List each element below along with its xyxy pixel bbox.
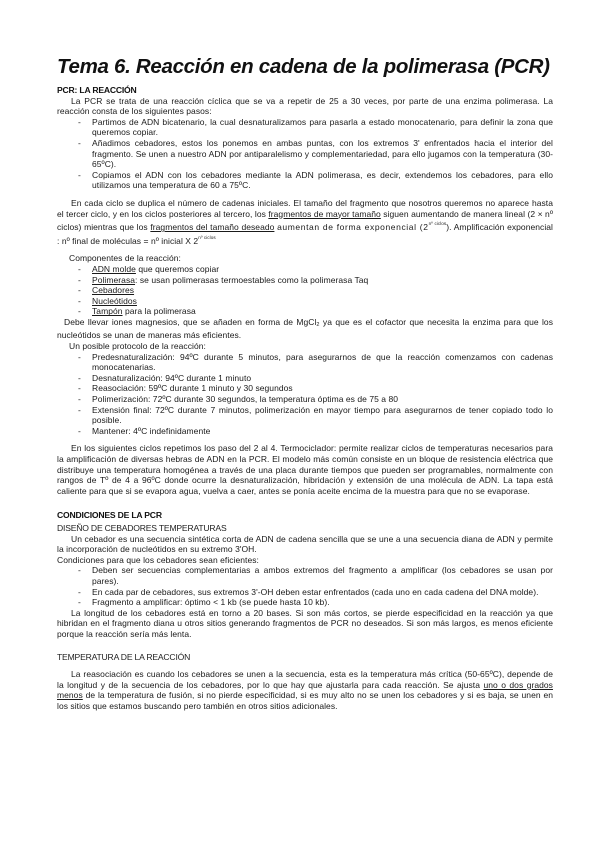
underlined-text: Tampón bbox=[92, 306, 123, 317]
protocol-list bbox=[57, 352, 553, 437]
subscript: 2 bbox=[316, 321, 320, 328]
text-run: La reasociación es cuando los cebadores se unen a la secuencia, esta es la temperatura más crítica (50-65ºC), depende de la longitud y de la secuencia de los cebadores, por lo que hay que ajustarla para cada reacción. Se ajusta bbox=[57, 669, 553, 690]
list-item: - Deben ser secuencias complementarias a ambos extremos del fragmento a amplificar (los cebadores se usan por pares). bbox=[57, 565, 553, 586]
text-run: Debe llevar iones magnesios, que se añaden en forma de MgCl bbox=[64, 316, 317, 327]
document-body bbox=[57, 85, 553, 711]
paragraph-intro: La PCR se trata de una reacción cíclica que se va a repetir de 25 a 30 veces, por parte de una enzima polimerasa. La reacción consta de los siguientes pasos: bbox=[57, 95, 553, 117]
underlined-text: Nucleótidos bbox=[92, 295, 137, 306]
superscript: nº ciclos bbox=[198, 234, 216, 240]
text-run: ). Amplificación exponencial : nº final de moléculas = nº inicial X 2 bbox=[57, 222, 553, 246]
protocol-title: Un posible protocolo de la reacción: bbox=[69, 341, 206, 352]
text-run: aumentan de forma exponencial (2 bbox=[277, 222, 429, 233]
section-heading-reaction: PCR: LA REACCIÓN bbox=[57, 85, 137, 95]
list-item bbox=[57, 275, 553, 286]
paragraph-magnesium bbox=[57, 317, 553, 341]
underlined-text: ADN molde bbox=[92, 263, 136, 274]
list-item bbox=[57, 296, 553, 307]
text-run: ya que es el cofactor que necesita la enzima para que los nucleótidos se unan de maneras más eficientes. bbox=[57, 316, 553, 341]
list-item: - Partimos de ADN bicatenario, la cual desnaturalizamos para pasarla a estado monocatenario, para definir la zona que queremos copiar. bbox=[57, 117, 553, 138]
reaction-steps-list bbox=[57, 117, 553, 191]
conditions-list bbox=[57, 565, 553, 607]
text-run: para la polimerasa bbox=[122, 306, 196, 317]
list-item bbox=[57, 306, 553, 317]
list-item: - Predesnaturalización: 94ºC durante 5 minutos, para asegurarnos de que la reacción comenzamos con cadenas monocatenarias. bbox=[57, 352, 553, 373]
list-item: - En cada par de cebadores, sus extremos 3'-OH deben estar enfrentados (cada uno en cada cadena del DNA molde). bbox=[57, 587, 553, 598]
page-title: Tema 6. Reacción en cadena de la polimerasa (PCR) bbox=[57, 55, 550, 78]
list-item: - Fragmento a amplificar: óptimo < 1 kb (se puede hasta 10 kb). bbox=[57, 597, 553, 608]
conditions-title: Condiciones para que los cebadores sean eficientes: bbox=[57, 554, 259, 565]
paragraph-thermocycler: En los siguientes ciclos repetimos los paso del 2 al 4. Termociclador: permite realizar ciclos de temperaturas necesarios para la amplificación de diversas hebras de ADN en la PCR. El modelo más común consiste en un bloque de resistencia eléctrica que distribuye una temperatura homogénea a través de una placa durante tiempos que pueden ser programables, normalmente con rangos de Tº de 4 a 96ºC donde ocurre la desnaturalización, hibridación y extensión de una molécula de ADN. La tapa está caliente para que si se evapora agua, vuelva a caer, antes se ponía aceite encima de la muestra para que no se evaporase. bbox=[57, 443, 553, 496]
text-run: : se usan polimerasas termoestables como la polimerasa Taq bbox=[135, 274, 369, 285]
paragraph-primer-length: La longitud de los cebadores está en torno a 20 bases. Si son más cortos, se pierde especificidad en la reacción ya que hibridan en el fragmento diana u otros sitios generando fragmentos de PCR no deseados. Si son más largos, es menos eficiente porque la reacción sería más lenta. bbox=[57, 607, 553, 639]
underlined-text: fragmentos de mayor tamaño bbox=[268, 208, 381, 219]
list-item: - Añadimos cebadores, estos los ponemos en ambas puntas, con los extremos 3' enfrentados hacia el interior del fragmento. Se unen a nuestro ADN por antiparalelismo y complementariedad, para ello jugamos con la temperatura (30-65ºC). bbox=[57, 138, 553, 170]
list-item: - Mantener: 4ºC indefinidamente bbox=[57, 426, 553, 437]
list-item: - Desnaturalización: 94ºC durante 1 minuto bbox=[57, 373, 553, 384]
underlined-text: uno o dos grados menos bbox=[57, 679, 553, 701]
list-item: - Extensión final: 72ºC durante 7 minutos, polimerización en mayor tiempo para asegurarnos de tener copiado todo lo posible. bbox=[57, 405, 553, 426]
list-item: - Reasociación: 59ºC durante 1 minuto y 30 segundos bbox=[57, 383, 553, 394]
subheading-reaction-temperature: TEMPERATURA DE LA REACCIÓN bbox=[57, 651, 191, 662]
underlined-text: Cebadores bbox=[92, 285, 135, 296]
list-item: - Copiamos el ADN con los cebadores mediante la ADN polimerasa, es decir, extendemos los cebadores, para ello utilizamos una temperatura de 60 a 75ºC. bbox=[57, 170, 553, 191]
text-run: que queremos copiar bbox=[135, 263, 220, 274]
list-item: - Polimerización: 72ºC durante 30 segundos, la temperatura óptima es de 75 a 80 bbox=[57, 394, 553, 405]
components-title: Componentes de la reacción: bbox=[69, 253, 181, 264]
underlined-text: Polimerasa bbox=[92, 274, 136, 285]
list-item bbox=[57, 264, 553, 275]
list-item bbox=[57, 285, 553, 296]
paragraph-annealing bbox=[57, 669, 553, 711]
text-run: En cada ciclo se duplica el número de cadenas iniciales. El tamaño del fragmento que nosotros queremos no aparece hasta el tercer ciclo, y en los ciclos posteriores al tercero, los bbox=[57, 197, 553, 219]
paragraph-cycles bbox=[57, 198, 553, 246]
superscript: nº ciclos bbox=[428, 221, 447, 227]
section-heading-conditions: CONDICIONES DE LA PCR bbox=[57, 510, 162, 521]
paragraph-primer-definition: Un cebador es una secuencia sintética corta de ADN de cadena sencilla que se une a una secuencia diana de ADN y permite la incorporación de nucleótidos en su extremo 3'OH. bbox=[57, 533, 553, 555]
components-list bbox=[57, 264, 553, 317]
text-run: de la temperatura de fusión, si no pierde especificidad, si es muy alto no se unen los cebadores y si es baja, se unen en los sitios que estamos buscando pero también en otros sitios adicionales. bbox=[57, 690, 554, 711]
text-run: siguen aumentando de manera lineal (2 × nº ciclos) mientras que los bbox=[57, 208, 553, 233]
subheading-primer-design: DISEÑO DE CEBADORES TEMPERATURAS bbox=[57, 522, 227, 533]
underlined-text: fragmentos del tamaño deseado bbox=[150, 222, 275, 233]
